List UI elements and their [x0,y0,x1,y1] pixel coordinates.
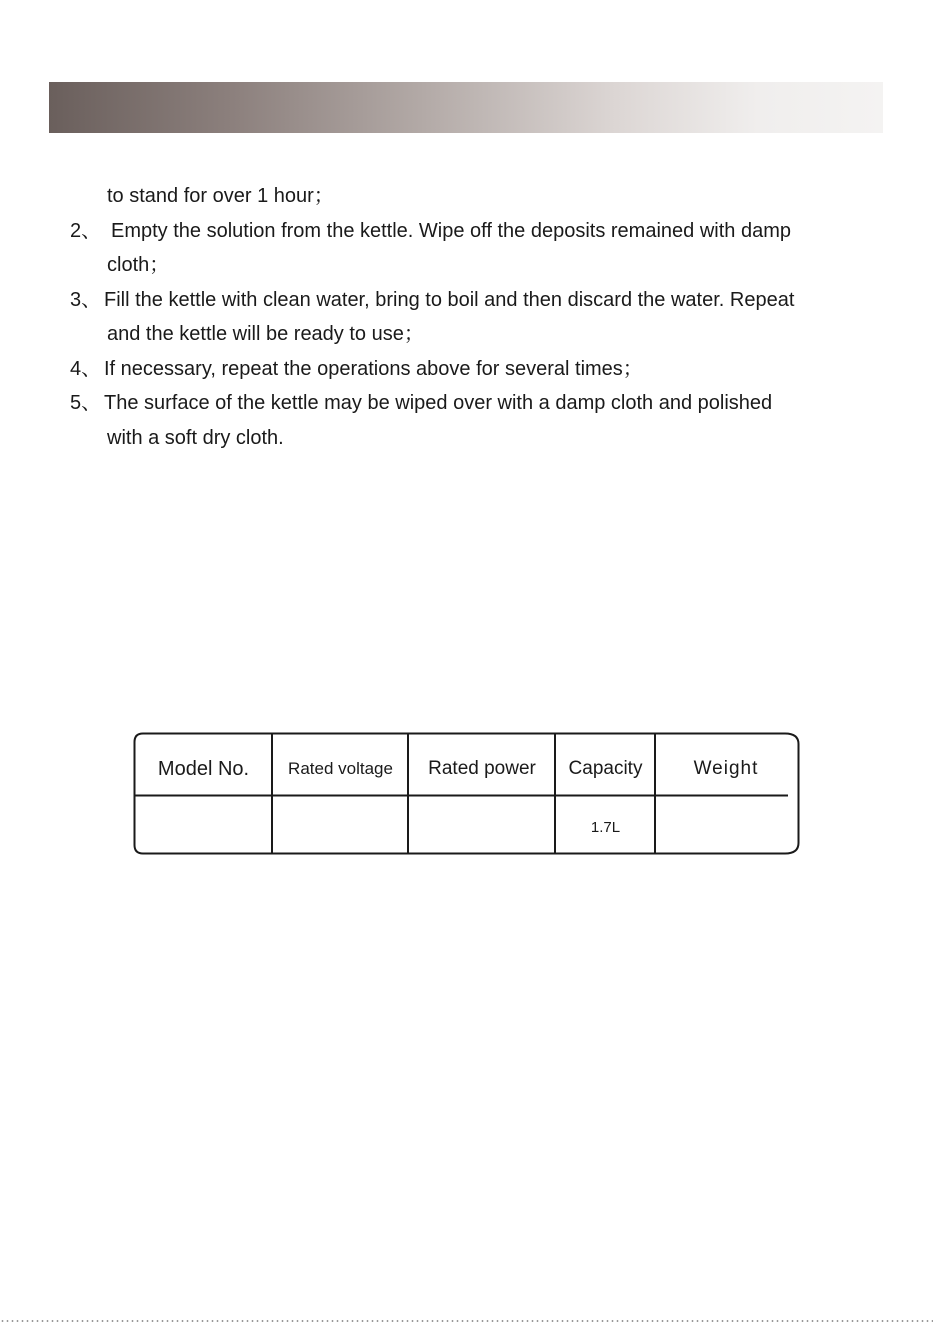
instruction-2-line-2: cloth； [107,254,170,276]
page-bottom-dotted-edge [0,1320,933,1322]
instruction-continuation-line: to stand for over 1 hour； [107,185,334,207]
instruction-2-number: 2、 [70,220,102,242]
instruction-3-line-1: Fill the kettle with clean water, bring to boil and then discard the water. Repeat [104,289,795,311]
instruction-3-line-2: and the kettle will be ready to use； [107,323,424,345]
cleaning-instructions [0,0,933,470]
specifications-table-frame [133,732,800,855]
table-header-weight: Weight [693,758,759,779]
instruction-5-line-2: with a soft dry cloth. [107,427,284,449]
instruction-4-number: 4、 [70,358,102,380]
table-value-capacity: 1.7L [590,819,621,836]
table-header-rated-voltage: Rated voltage [288,759,393,778]
specifications-table [133,732,800,855]
instruction-3-number: 3、 [70,289,102,311]
instruction-5-line-1: The surface of the kettle may be wiped over with a damp cloth and polished [104,392,773,414]
instruction-4-line-1: If necessary, repeat the operations above for several times； [104,358,643,380]
table-header-capacity: Capacity [568,758,643,779]
table-header-model-no: Model No. [157,758,250,780]
table-header-rated-power: Rated power [428,758,536,779]
instruction-2-line-1: Empty the solution from the kettle. Wipe off the deposits remained with damp [111,220,791,242]
instruction-5-number: 5、 [70,392,102,414]
